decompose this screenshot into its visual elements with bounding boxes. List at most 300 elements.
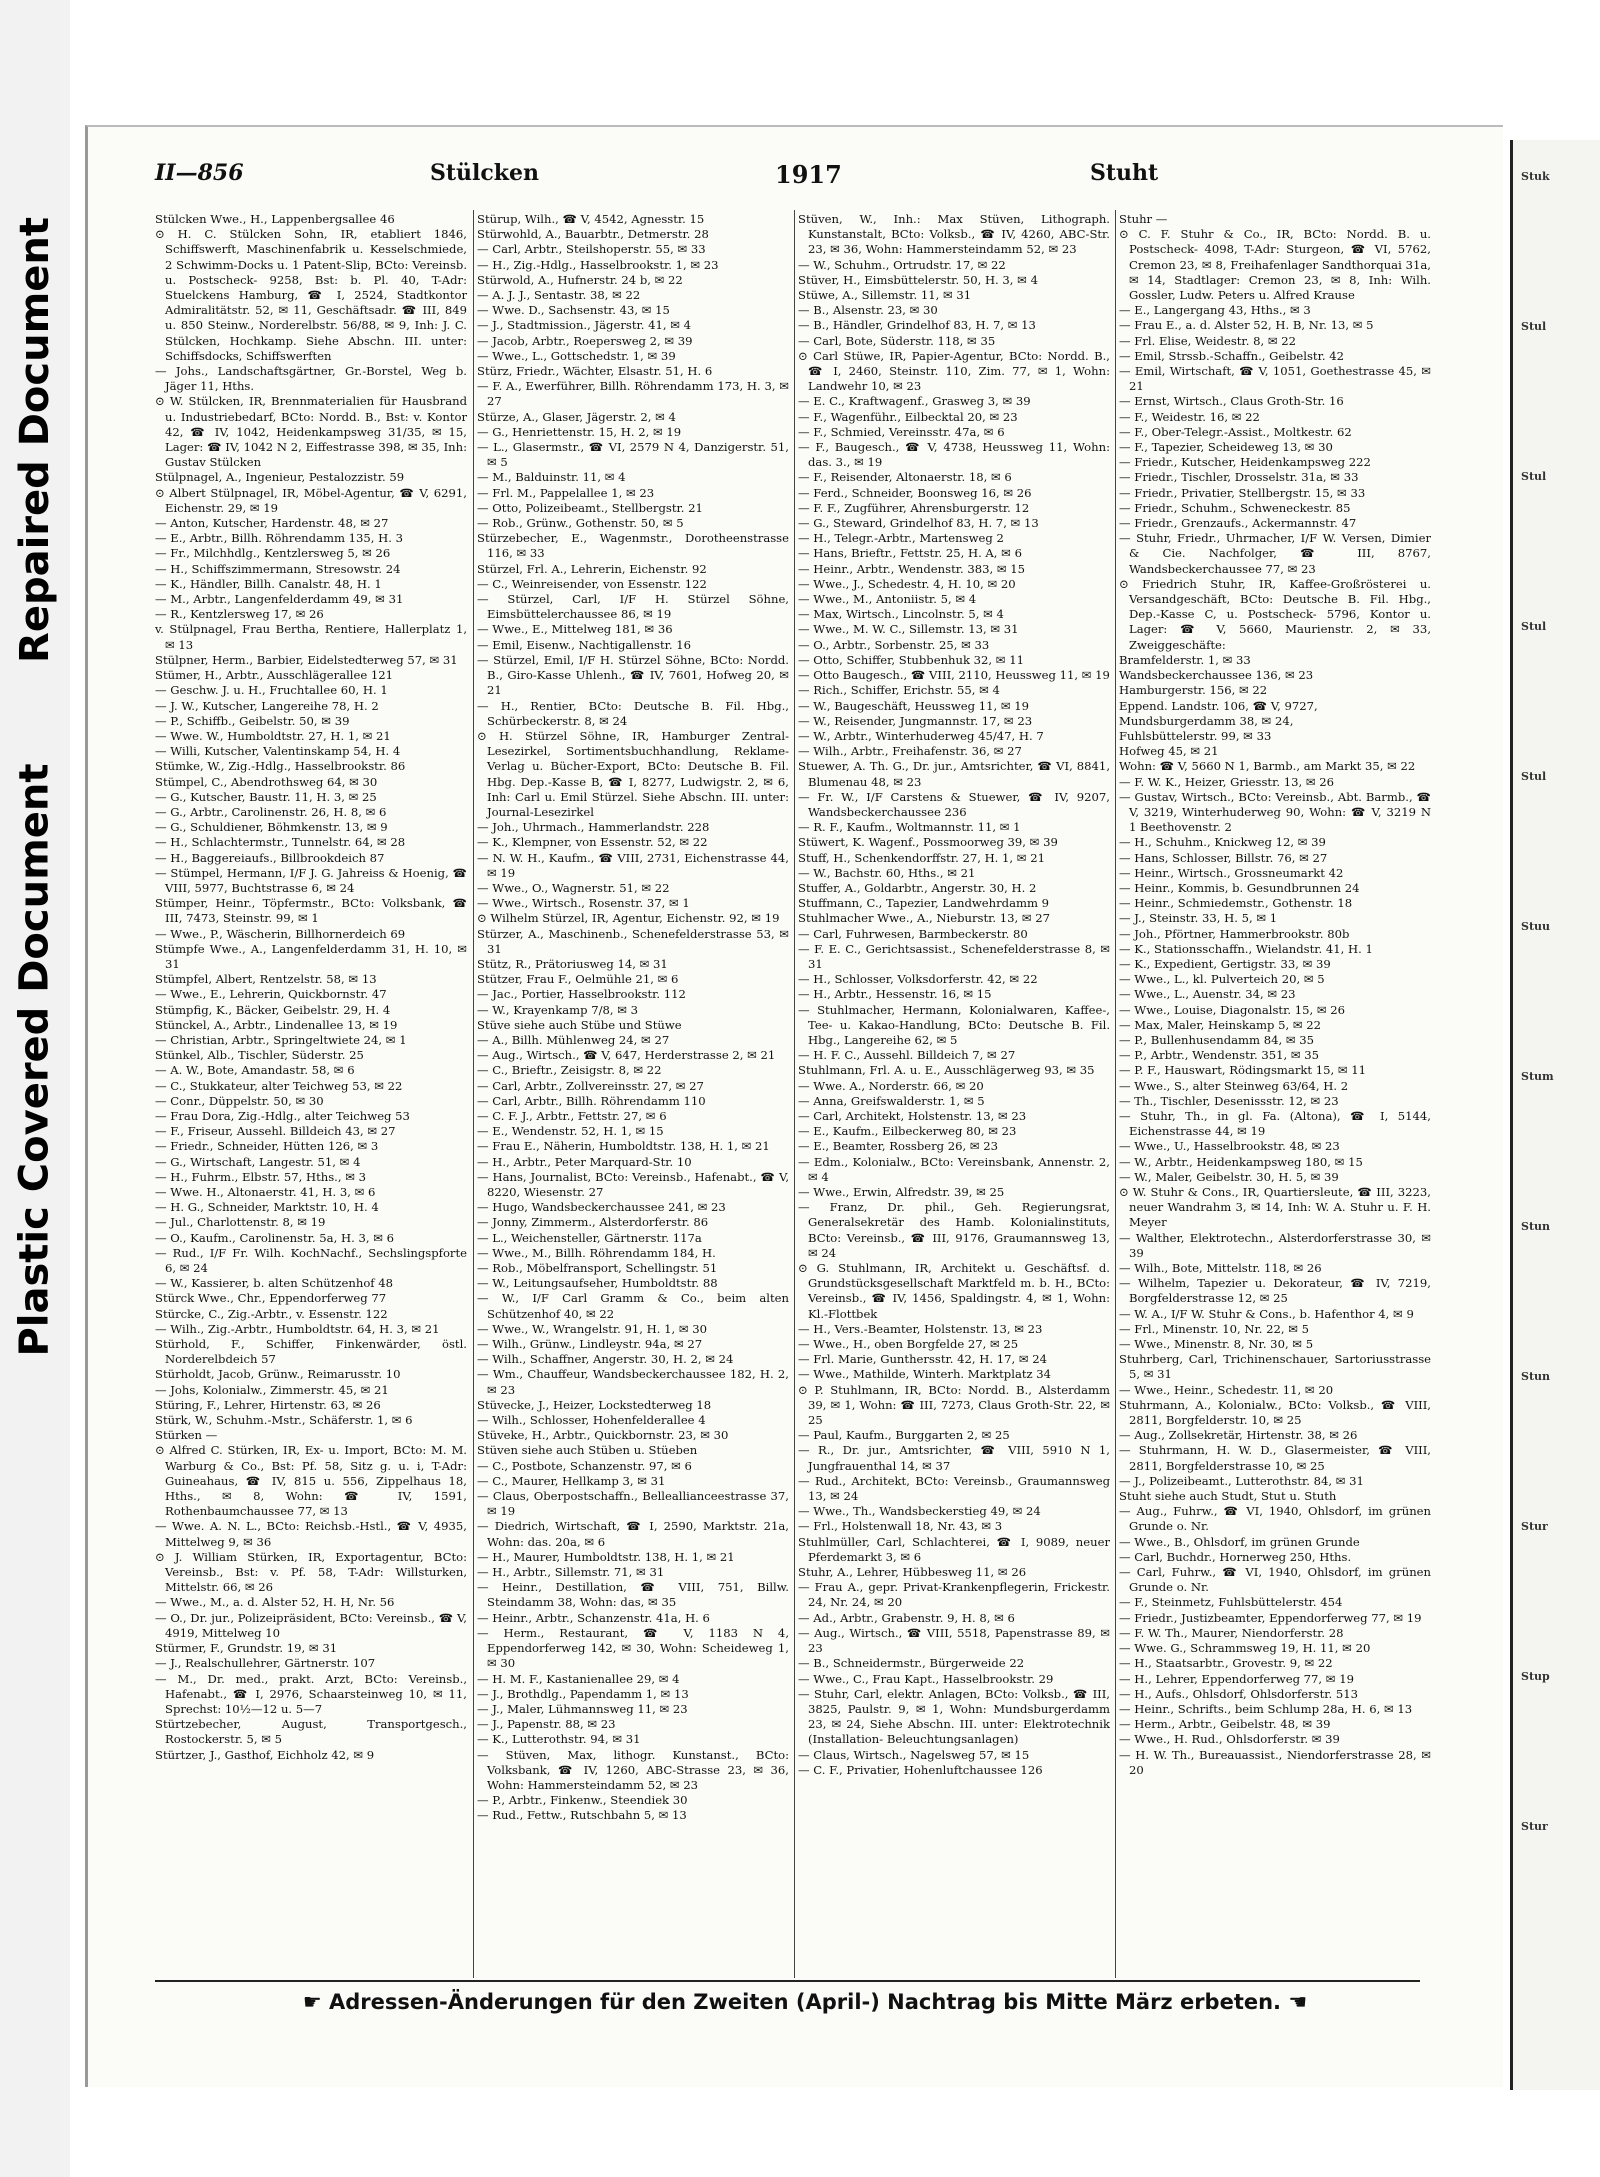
directory-entry: — R., Dr. jur., Amtsrichter, ☎ VIII, 5910 N 1, Jungfrauenthal 14, ✉ 37 bbox=[798, 1443, 1110, 1473]
directory-entry: — Friedr., Justizbeamter, Eppendorferweg 77, ✉ 19 bbox=[1119, 1610, 1422, 1625]
directory-entry: — Wwe., O., Wagnerstr. 51, ✉ 22 bbox=[477, 880, 670, 895]
directory-entry: — Wwe., P., Wäscherin, Billhornerdeich 69 bbox=[155, 926, 406, 941]
adjacent-page-fragment: Stun bbox=[1521, 1220, 1551, 1233]
directory-entry: — Stuhlmacher, Hermann, Kolonialwaren, Kaffee-, Tee- u. Kakao-Handlung, BCto: Deutsche B. Fil. Hbg., Langereihe 62, ✉ 5 bbox=[798, 1002, 1110, 1047]
adjacent-page-fragment: Stum bbox=[1521, 1070, 1554, 1083]
directory-entry: — B., Händler, Grindelhof 83, H. 7, ✉ 13 bbox=[798, 318, 1036, 333]
directory-entry: — Wwe., Heinr., Schedestr. 11, ✉ 20 bbox=[1119, 1382, 1334, 1397]
directory-entry: — C. F. J., Arbtr., Fettstr. 27, ✉ 6 bbox=[477, 1108, 667, 1123]
page-number: II—856 bbox=[155, 160, 244, 186]
directory-entry: Stuff, H., Schenkendorffstr. 27, H. 1, ✉ 21 bbox=[798, 850, 1045, 865]
directory-entry: — B., Schneidermstr., Bürgerweide 22 bbox=[798, 1656, 1025, 1671]
directory-entry: Stuht siehe auch Studt, Stut u. Stuth bbox=[1119, 1489, 1337, 1504]
directory-entry: — Gustav, Wirtsch., BCto: Vereinsb., Abt. Barmb., ☎ V, 3219, Winterhuderweg 90, Wohn: ☎ V, 3219 N 1 Beethovenstr. 2 bbox=[1119, 789, 1431, 835]
directory-entry: Stuhrmann, A., Kolonialw., BCto: Volksb., ☎ VIII, 2811, Borgfelderstr. 10, ✉ 25 bbox=[1119, 1397, 1431, 1428]
directory-entry: — Rud., Fettw., Rutschbahn 5, ✉ 13 bbox=[477, 1808, 687, 1823]
directory-entry: — Wwe. A. N. L., BCto: Reichsb.-Hstl., ☎ V, 4935, Mittelweg 9, ✉ 36 bbox=[155, 1519, 467, 1549]
directory-entry: ⊙ J. William Stürken, IR, Exportagentur, BCto: Vereinsb., Bst: v. Pf. 58, T-Adr: Willsturken, Mittelstr. 66, ✉ 26 bbox=[155, 1549, 467, 1595]
directory-entry: Fuhlsbüttelerstr. 99, ✉ 33 bbox=[1119, 728, 1272, 743]
directory-entry: Stürtzer, J., Gasthof, Eichholz 42, ✉ 9 bbox=[155, 1747, 375, 1762]
directory-entry: Stünkel, Alb., Tischler, Süderstr. 25 bbox=[155, 1048, 364, 1063]
footer-text: Adressen-Änderungen für den Zweiten (April-) Nachtrag bis Mitte März erbeten. bbox=[328, 1990, 1282, 2014]
directory-entry: — Diedrich, Wirtschaft, ☎ I, 2590, Marktstr. 21a, Wohn: das. 20a, ✉ 6 bbox=[477, 1519, 789, 1549]
directory-entry: — H., Aufs., Ohlsdorf, Ohlsdorferstr. 513 bbox=[1119, 1686, 1359, 1701]
directory-entry: Stülcken Wwe., H., Lappenbergsallee 46 bbox=[155, 212, 395, 226]
adjacent-page-fragment: Stul bbox=[1521, 320, 1547, 333]
directory-entry: Stümer, H., Arbtr., Ausschlägerallee 121 bbox=[155, 668, 394, 683]
directory-entry: — Wilh., Schaffner, Angerstr. 30, H. 2, ✉ 24 bbox=[477, 1352, 734, 1367]
directory-entry: — Frl., Holstenwall 18, Nr. 43, ✉ 3 bbox=[798, 1519, 1003, 1534]
adjacent-page-fragment: Stuu bbox=[1521, 920, 1551, 933]
directory-entry: — Conr., Düppelstr. 50, ✉ 30 bbox=[155, 1093, 324, 1108]
adjacent-page-fragment: Stul bbox=[1521, 470, 1547, 483]
directory-entry: — Carl, Arbtr., Zollvereinsstr. 27, ✉ 27 bbox=[477, 1078, 704, 1093]
directory-entry: — Wwe. W., Humboldtstr. 27, H. 1, ✉ 21 bbox=[155, 728, 391, 743]
directory-entry: — Johs, Kolonialw., Zimmerstr. 45, ✉ 21 bbox=[155, 1382, 389, 1397]
directory-entry: — R. F., Kaufm., Woltmannstr. 11, ✉ 1 bbox=[798, 820, 1021, 835]
directory-entry: — Wwe., W., Wrangelstr. 91, H. 1, ✉ 30 bbox=[477, 1321, 708, 1336]
directory-entry: — L., Glasermstr., ☎ VI, 2579 N 4, Danzigerstr. 51, ✉ 5 bbox=[477, 440, 789, 470]
directory-entry: — Claus, Wirtsch., Nagelsweg 57, ✉ 15 bbox=[798, 1747, 1030, 1762]
column-divider bbox=[473, 210, 474, 1978]
directory-entry: — K., Lutterothstr. 94, ✉ 31 bbox=[477, 1732, 641, 1747]
directory-entry: — Claus, Oberpostschaffn., Belleallianceestrasse 37, ✉ 19 bbox=[477, 1489, 789, 1519]
directory-entry: — Wilh., Arbtr., Freihafenstr. 36, ✉ 27 bbox=[798, 744, 1022, 759]
adjacent-page-fragment: Stul bbox=[1521, 770, 1547, 783]
adjacent-page-fragment: Stur bbox=[1521, 1520, 1548, 1533]
directory-entry: Stüring, F., Lehrer, Hirtenstr. 63, ✉ 26 bbox=[155, 1397, 381, 1412]
directory-entry: — F., Tapezier, Scheideweg 13, ✉ 30 bbox=[1119, 440, 1333, 455]
column-divider bbox=[794, 210, 795, 1978]
directory-entry: — F., Schmied, Vereinsstr. 47a, ✉ 6 bbox=[798, 424, 1005, 439]
directory-entry: — Joh., Pförtner, Hammerbrookstr. 80b bbox=[1119, 926, 1350, 941]
directory-entry: — G., Steward, Grindelhof 83, H. 7, ✉ 13 bbox=[798, 516, 1039, 531]
directory-entry: ⊙ Friedrich Stuhr, IR, Kaffee-Großrösterei u. Versandgeschäft, BCto: Deutsche B. Fil. Hbg., Dep.-Kasse C, u. Postscheck- 5796, Kontor u. Lager: ☎ V, 5660, Maurienstr. 2, ✉ 33, Zweiggeschäfte: bbox=[1119, 576, 1431, 652]
directory-entry: — Wm., Chauffeur, Wandsbeckerchaussee 182, H. 2, ✉ 23 bbox=[477, 1367, 789, 1397]
directory-entry: — K., Stationsschaffn., Wielandstr. 41, H. 1 bbox=[1119, 941, 1373, 956]
directory-entry: — Heinr., Destillation, ☎ VIII, 751, Billw. Steindamm 38, Wohn: das, ✉ 35 bbox=[477, 1580, 789, 1610]
directory-entry: — Heinr., Kommis, b. Gesundbrunnen 24 bbox=[1119, 880, 1360, 895]
directory-entry: v. Stülpnagel, Frau Bertha, Rentiere, Hallerplatz 1, ✉ 13 bbox=[155, 622, 467, 652]
adjacent-page-fragment: Stup bbox=[1521, 1670, 1550, 1683]
directory-entry: ⊙ Albert Stülpnagel, IR, Möbel-Agentur, ☎ V, 6291, Eichenstr. 29, ✉ 19 bbox=[155, 485, 467, 515]
directory-entry: — Wwe., E., Mittelweg 181, ✉ 36 bbox=[477, 622, 673, 637]
directory-entry: — H. G., Schneider, Marktstr. 10, H. 4 bbox=[155, 1200, 379, 1215]
directory-entry: — R., Kentzlersweg 17, ✉ 26 bbox=[155, 607, 324, 622]
directory-entry: — Frau Dora, Zig.-Hdlg., alter Teichweg 53 bbox=[155, 1108, 410, 1123]
directory-entry: Stümpfig, K., Bäcker, Geibelstr. 29, H. 4 bbox=[155, 1002, 391, 1017]
directory-entry: — G., Schuldiener, Böhmkenstr. 13, ✉ 9 bbox=[155, 820, 388, 835]
directory-entry: — Carl, Fuhrw., ☎ VI, 1940, Ohlsdorf, im grünen Grunde o. Nr. bbox=[1119, 1565, 1431, 1595]
directory-entry: Stümpel, C., Abendrothsweg 64, ✉ 30 bbox=[155, 774, 378, 789]
directory-entry: Stüven, W., Inh.: Max Stüven, Lithograph. Kunstanstalt, BCto: Volksb., ☎ IV, 4260, ABC-Str. 23, ✉ 36, Wohn: Hammersteindamm 52, ✉ 23 bbox=[798, 212, 1110, 257]
directory-entry: — F., Wagenführ., Eilbecktal 20, ✉ 23 bbox=[798, 409, 1018, 424]
directory-entry: Stürck Wwe., Chr., Eppendorferweg 77 bbox=[155, 1291, 387, 1306]
directory-entry: — G., Wirtschaft, Langestr. 51, ✉ 4 bbox=[155, 1154, 361, 1169]
directory-entry: — G., Henriettenstr. 15, H. 2, ✉ 19 bbox=[477, 424, 682, 439]
directory-entry: — J., Polizeibeamt., Lutterothstr. 84, ✉ 31 bbox=[1119, 1473, 1364, 1488]
directory-entry: — H., Maurer, Humboldtstr. 138, H. 1, ✉ 21 bbox=[477, 1549, 735, 1564]
directory-entry: — Emil, Eisenw., Nachtigallenstr. 16 bbox=[477, 637, 692, 652]
directory-entry: Stürzel, Frl. A., Lehrerin, Eichenstr. 92 bbox=[477, 561, 707, 576]
directory-entry: — H., Rentier, BCto: Deutsche B. Fil. Hbg., Schürbeckerstr. 8, ✉ 24 bbox=[477, 698, 789, 728]
directory-entry: — H. M. F., Kastanienallee 29, ✉ 4 bbox=[477, 1671, 680, 1686]
directory-entry: — E. C., Kraftwagenf., Grasweg 3, ✉ 39 bbox=[798, 394, 1031, 409]
directory-entry: — F., Ober-Telegr.-Assist., Moltkestr. 62 bbox=[1119, 424, 1352, 439]
directory-entry: — C., Stukkateur, alter Teichweg 53, ✉ 22 bbox=[155, 1078, 403, 1093]
directory-entry: Stuhlmacher Wwe., A., Nieburstr. 13, ✉ 27 bbox=[798, 911, 1051, 926]
directory-entry: — Stuhr, Th., in gl. Fa. (Altona), ☎ I, 5144, Eichenstrasse 44, ✉ 19 bbox=[1119, 1108, 1431, 1139]
directory-entry: Bramfelderstr. 1, ✉ 33 bbox=[1119, 652, 1251, 667]
directory-entry: Stülpner, Herm., Barbier, Eidelstedterweg 57, ✉ 31 bbox=[155, 652, 458, 667]
directory-entry: — Rob., Möbelfransport, Schellingstr. 51 bbox=[477, 1261, 718, 1276]
directory-entry: ⊙ G. Stuhlmann, IR, Architekt u. Geschäftsf. d. Grundstücksgesellschaft Marktfeld m. b. H., BCto: Vereinsb., ☎ IV, 1456, Spaldingstr. 4, ✉ 1, Wohn: Kl.-Flottbek bbox=[798, 1261, 1110, 1321]
directory-entry: — H., Vers.-Beamter, Holstenstr. 13, ✉ 23 bbox=[798, 1321, 1043, 1336]
directory-entry: — A. J. J., Sentastr. 38, ✉ 22 bbox=[477, 288, 641, 303]
directory-entry: — H. F. C., Aussehl. Billdeich 7, ✉ 27 bbox=[798, 1048, 1016, 1063]
directory-entry: — W. A., I/F W. Stuhr & Cons., b. Hafenthor 4, ✉ 9 bbox=[1119, 1306, 1414, 1321]
directory-entry: — F., Friseur, Aussehl. Billdeich 43, ✉ 27 bbox=[155, 1124, 396, 1139]
directory-entry: — F., Weidestr. 16, ✉ 22 bbox=[1119, 409, 1260, 424]
directory-entry: — Stuhr, Carl, elektr. Anlagen, BCto: Volksb., ☎ III, 3825, Paulstr. 9, ✉ 1, Wohn: Mundsburgerdamm 23, ✉ 24, Siehe Abschn. III. unter: Elektrotechnik (Installation- Beleuchtungsanlagen) bbox=[798, 1686, 1110, 1747]
directory-entry: — E., Langergang 43, Hths., ✉ 3 bbox=[1119, 303, 1311, 318]
directory-entry: ⊙ H. C. Stülcken Sohn, IR, etabliert 1846, Schiffswerft, Maschinenfabrik u. Kesselschmiede, 2 Schwimm-Docks u. 1 Patent-Slip, BCto: Vereinsb. u. Postscheck- 9258, Bst: b. Pl. 40, T-Adr: Stuelckens Hamburg, ☎ I, 2524, Stadtkontor Admiralitätstr. 52, ✉ 11, Geschäftsadr. ☎ III, 849 u. 850 Steinw., Norderelbstr. 56/88, ✉ 9, Inh: J. C. Stülcken, Hochkamp. Siehe Abschn. III. unter: Schiffsdocks, Schiffswerften bbox=[155, 227, 467, 363]
directory-entry: — Wwe., H. Rud., Ohlsdorferstr. ✉ 39 bbox=[1119, 1732, 1340, 1747]
directory-entry: ⊙ H. Stürzel Söhne, IR, Hamburger Zentral-Lesezirkel, Sortimentsbuchhandlung, Reklame-Verlag u. Bücher-Export, BCto: Deutsche B. Fil. Hbg. Dep.-Kasse B, ☎ I, 8277, Ludwigstr. 2, ✉ 6, Inh: Carl u. Emil Stürzel. Siehe Abschn. III. unter: Journal-Lesezirkel bbox=[477, 728, 789, 819]
directory-entry: — C., Postbote, Schanzenstr. 97, ✉ 6 bbox=[477, 1458, 692, 1473]
directory-entry: — W., Baugeschäft, Heussweg 11, ✉ 19 bbox=[798, 698, 1030, 713]
directory-entry: Stuffer, A., Goldarbtr., Angerstr. 30, H. 2 bbox=[798, 880, 1037, 895]
directory-entry: — W., Arbtr., Winterhuderweg 45/47, H. 7 bbox=[798, 728, 1044, 743]
directory-entry: — Aug., Zollsekretär, Hirtenstr. 38, ✉ 26 bbox=[1119, 1428, 1358, 1443]
directory-entry: — P. F., Hauswart, Rödingsmarkt 15, ✉ 11 bbox=[1119, 1063, 1367, 1078]
adjacent-page-fragment: Stul bbox=[1521, 620, 1547, 633]
directory-entry: — Otto Baugesch., ☎ VIII, 2110, Heussweg 11, ✉ 19 bbox=[798, 668, 1110, 683]
directory-entry: Stürholdt, Jacob, Grünw., Reimarusstr. 10 bbox=[155, 1367, 401, 1382]
directory-entry: — Wwe., E., Lehrerin, Quickbornstr. 47 bbox=[155, 987, 387, 1002]
directory-entry: — Wwe., L., kl. Pulverteich 20, ✉ 5 bbox=[1119, 972, 1325, 987]
directory-entry: Stüwert, K. Wagenf., Possmoorweg 39, ✉ 39 bbox=[798, 835, 1058, 850]
directory-entry: — Friedr., Schuhm., Schweneckestr. 85 bbox=[1119, 500, 1351, 515]
directory-entry: — H., Telegr.-Arbtr., Martensweg 2 bbox=[798, 531, 1004, 546]
directory-entry: Stüve siehe auch Stübe und Stüwe bbox=[477, 1017, 682, 1032]
directory-entry: Stümpfe Wwe., A., Langenfelderdamm 31, H. 10, ✉ 31 bbox=[155, 941, 467, 971]
directory-entry: Stüver, H., Eimsbüttelerstr. 50, H. 3, ✉ 4 bbox=[798, 272, 1038, 287]
directory-entry: — W., Kassierer, b. alten Schützenhof 48 bbox=[155, 1276, 394, 1291]
pointing-hand-icon: ☛ bbox=[302, 1990, 329, 2014]
directory-entry: — Stümpel, Hermann, I/F J. G. Jahreiss & Hoenig, ☎ VIII, 5977, Buchtstrasse 6, ✉ 24 bbox=[155, 865, 467, 895]
directory-entry: Stuewer, A. Th. G., Dr. jur., Amtsrichter, ☎ VI, 8841, Blumenau 48, ✉ 23 bbox=[798, 759, 1110, 789]
directory-entry: Wohn: ☎ V, 5660 N 1, Barmb., am Markt 35, ✉ 22 bbox=[1119, 759, 1416, 774]
directory-entry: ⊙ Carl Stüwe, IR, Papier-Agentur, BCto: Nordd. B., ☎ I, 2460, Steinstr. 110, Zim. 77, ✉ 1, Wohn: Landwehr 10, ✉ 23 bbox=[798, 348, 1110, 394]
directory-entry: — A. W., Bote, Amandastr. 58, ✉ 6 bbox=[155, 1063, 355, 1078]
directory-column-2 bbox=[477, 212, 789, 1977]
directory-entry: — Friedr., Grenzaufs., Ackermannstr. 47 bbox=[1119, 516, 1357, 531]
directory-entry: — Max, Maler, Heinskamp 5, ✉ 22 bbox=[1119, 1017, 1321, 1032]
directory-entry: Stürup, Wilh., ☎ V, 4542, Agnesstr. 15 bbox=[477, 212, 705, 226]
directory-entry: — Wwe. D., Sachsenstr. 43, ✉ 15 bbox=[477, 303, 670, 318]
directory-entry: — Emil, Strssb.-Schaffn., Geibelstr. 42 bbox=[1119, 348, 1344, 363]
repaired-document-label: Repaired Document bbox=[12, 217, 58, 663]
directory-entry: Stüvecke, J., Heizer, Lockstedterweg 18 bbox=[477, 1397, 712, 1412]
directory-entry: — Carl, Arbtr., Billh. Röhrendamm 110 bbox=[477, 1093, 706, 1108]
directory-entry: Stürhold, F., Schiffer, Finkenwärder, östl. Norderelbdeich 57 bbox=[155, 1337, 467, 1367]
directory-entry: Stürzer, A., Maschinenb., Schenefelderstrasse 53, ✉ 31 bbox=[477, 926, 789, 956]
directory-entry: — F. W. K., Heizer, Griesstr. 13, ✉ 26 bbox=[1119, 774, 1334, 789]
directory-entry: — Ferd., Schneider, Boonsweg 16, ✉ 26 bbox=[798, 485, 1032, 500]
directory-entry: — Wwe., M., Antoniistr. 5, ✉ 4 bbox=[798, 592, 977, 607]
directory-entry: Stürzebecher, E., Wagenmstr., Dorotheenstrasse 116, ✉ 33 bbox=[477, 531, 789, 561]
directory-entry: — Wwe., C., Frau Kapt., Hasselbrookstr. 29 bbox=[798, 1671, 1054, 1686]
directory-entry: — P., Arbtr., Finkenw., Steendiek 30 bbox=[477, 1793, 688, 1808]
directory-entry: — H., Baggereiaufs., Billbrookdeich 87 bbox=[155, 850, 385, 865]
directory-entry: — Friedr., Privatier, Stellbergstr. 15, ✉ 33 bbox=[1119, 485, 1366, 500]
directory-entry: — Wwe., B., Ohlsdorf, im grünen Grunde bbox=[1119, 1534, 1360, 1549]
plastic-covered-document-label: Plastic Covered Document bbox=[12, 763, 58, 1357]
directory-entry: Stuhrberg, Carl, Trichinenschauer, Sartoriusstrasse 5, ✉ 31 bbox=[1119, 1352, 1431, 1382]
directory-entry: — Wwe., Erwin, Alfredstr. 39, ✉ 25 bbox=[798, 1185, 1005, 1199]
directory-entry: — W., Schuhm., Ortrudstr. 17, ✉ 22 bbox=[798, 257, 1006, 272]
directory-entry: — F., Steinmetz, Fuhlsbüttelerstr. 454 bbox=[1119, 1595, 1343, 1610]
directory-entry: — Wwe., Th., Wandsbeckerstieg 49, ✉ 24 bbox=[798, 1504, 1041, 1519]
directory-entry: — E., Arbtr., Billh. Röhrendamm 135, H. 3 bbox=[155, 531, 404, 546]
directory-entry: — O., Kaufm., Carolinenstr. 5a, H. 3, ✉ 6 bbox=[155, 1230, 394, 1245]
footer-notice bbox=[280, 1990, 1330, 2014]
directory-entry: ⊙ C. F. Stuhr & Co., IR, BCto: Nordd. B. u. Postscheck- 4098, T-Adr: Sturgeon, ☎ VI, 5762, Cremon 23, ✉ 8, Freihafenlager Sandthorquai 31a, ✉ 14, Stadtlager: Cremon 23, ✉ 8, Inh: Wilh. Gossler, Ludw. Peters u. Alfred Krause bbox=[1119, 227, 1431, 303]
directory-entry: — Walther, Elektrotechn., Alsterdorferstrasse 30, ✉ 39 bbox=[1119, 1230, 1431, 1260]
directory-entry: — Hans, Brieftr., Fettstr. 25, H. A, ✉ 6 bbox=[798, 546, 1022, 561]
directory-entry: — Frl. M., Pappelallee 1, ✉ 23 bbox=[477, 485, 655, 500]
directory-entry: — Otto, Schiffer, Stubbenhuk 32, ✉ 11 bbox=[798, 652, 1024, 667]
directory-entry: Stuhlmüller, Carl, Schlachterei, ☎ I, 9089, neuer Pferdemarkt 3, ✉ 6 bbox=[798, 1534, 1110, 1564]
adjacent-page-fragment: Stun bbox=[1521, 1370, 1551, 1383]
directory-entry: — Wwe., M. W. C., Sillemstr. 13, ✉ 31 bbox=[798, 622, 1019, 637]
directory-entry: — Joh., Uhrmach., Hammerlandstr. 228 bbox=[477, 820, 710, 835]
directory-entry: — Franz, Dr. phil., Geh. Regierungsrat, Generalsekretär des Hamb. Kolonialinstituts, BCto: Vereinsb., ☎ III, 9176, Graumannsweg 13, ✉ 24 bbox=[798, 1200, 1110, 1260]
directory-entry: — Carl, Fuhrwesen, Barmbeckerstr. 80 bbox=[798, 926, 1028, 941]
directory-entry: — J., Steinstr. 33, H. 5, ✉ 1 bbox=[1119, 911, 1278, 926]
directory-entry: — H., Schlachtermstr., Tunnelstr. 64, ✉ 28 bbox=[155, 835, 406, 850]
directory-entry: — E., Kaufm., Eilbeckerweg 80, ✉ 23 bbox=[798, 1124, 1017, 1139]
directory-entry: — K., Händler, Billh. Canalstr. 48, H. 1 bbox=[155, 576, 382, 591]
directory-entry: — P., Arbtr., Wendenstr. 351, ✉ 35 bbox=[1119, 1048, 1320, 1063]
directory-entry: — Wwe., U., Hasselbrookstr. 48, ✉ 23 bbox=[1119, 1139, 1340, 1154]
directory-entry: — Stuhrmann, H. W. D., Glasermeister, ☎ VIII, 2811, Borgfelderstrasse 10, ✉ 25 bbox=[1119, 1443, 1431, 1473]
directory-entry: — E., Wendenstr. 52, H. 1, ✉ 15 bbox=[477, 1124, 664, 1139]
directory-entry: ⊙ Alfred C. Stürken, IR, Ex- u. Import, BCto: M. M. Warburg & Co., Bst: Pf. 58, Sitz g. u. i, T-Adr: Guineahaus, ☎ IV, 815 u. 556, Zippelhaus 18, Hths., ✉ 8, Wohn: ☎ IV, 1591, Rothenbaumchaussee 77, ✉ 13 bbox=[155, 1443, 467, 1519]
directory-entry: Stützer, Frau F., Oelmühle 21, ✉ 6 bbox=[477, 972, 679, 987]
directory-entry: — Paul, Kaufm., Burggarten 2, ✉ 25 bbox=[798, 1428, 1010, 1443]
directory-entry: — K., Klempner, von Essenstr. 52, ✉ 22 bbox=[477, 835, 708, 850]
directory-entry: — F. W. Th., Maurer, Niendorferstr. 28 bbox=[1119, 1625, 1344, 1640]
directory-entry: — Wwe., M., Billh. Röhrendamm 184, H. bbox=[477, 1245, 716, 1260]
directory-entry: — J., Stadtmission., Jägerstr. 41, ✉ 4 bbox=[477, 318, 692, 333]
directory-entry: — H. W. Th., Bureauassist., Niendorferstrasse 28, ✉ 20 bbox=[1119, 1747, 1431, 1777]
directory-entry: — F., Baugesch., ☎ V, 4738, Heussweg 11, Wohn: das. 3., ✉ 19 bbox=[798, 440, 1110, 470]
directory-entry: Stütz, R., Prätoriusweg 14, ✉ 31 bbox=[477, 956, 668, 971]
directory-entry: ⊙ P. Stuhlmann, IR, BCto: Nordd. B., Alsterdamm 39, ✉ 1, Wohn: ☎ III, 7273, Claus Groth-Str. 22, ✉ 25 bbox=[798, 1382, 1110, 1428]
directory-entry: Stürz, Friedr., Wächter, Elsastr. 51, H. 6 bbox=[477, 364, 713, 379]
directory-entry: — Carl, Bote, Süderstr. 118, ✉ 35 bbox=[798, 333, 996, 348]
directory-entry: Stümpfel, Albert, Rentzelstr. 58, ✉ 13 bbox=[155, 972, 377, 987]
directory-entry: — Aug., Wirtsch., ☎ V, 647, Herderstrasse 2, ✉ 21 bbox=[477, 1048, 776, 1063]
directory-entry: — F. E. C., Gerichtsassist., Schenefelderstrasse 8, ✉ 31 bbox=[798, 941, 1110, 971]
directory-entry: Stuhlmann, Frl. A. u. E., Ausschlägerweg 93, ✉ 35 bbox=[798, 1063, 1095, 1078]
directory-entry: — Wwe., M., a. d. Alster 52, H. H, Nr. 56 bbox=[155, 1595, 395, 1610]
directory-entry: Stüven siehe auch Stüben u. Stüeben bbox=[477, 1443, 698, 1458]
directory-entry: — Geschw. J. u. H., Fruchtallee 60, H. 1 bbox=[155, 683, 388, 698]
directory-entry: — H., Schiffszimmermann, Stresowstr. 24 bbox=[155, 561, 401, 576]
directory-entry: — G., Kutscher, Baustr. 11, H. 3, ✉ 25 bbox=[155, 789, 377, 804]
directory-entry: — Th., Tischler, Desenissstr. 12, ✉ 23 bbox=[1119, 1093, 1339, 1108]
directory-entry: — Wwe. H., Altonaerstr. 41, H. 3, ✉ 6 bbox=[155, 1185, 376, 1199]
directory-entry: Eppend. Landstr. 106, ☎ V, 9727, bbox=[1119, 698, 1318, 713]
directory-entry: — P., Bullenhusendamm 84, ✉ 35 bbox=[1119, 1032, 1315, 1047]
directory-entry: — Jac., Portier, Hasselbrookstr. 112 bbox=[477, 987, 686, 1002]
directory-entry: — F., Reisender, Altonaerstr. 18, ✉ 6 bbox=[798, 470, 1012, 485]
directory-entry: — P., Schiffb., Geibelstr. 50, ✉ 39 bbox=[155, 713, 350, 728]
directory-entry: — Stürzel, Emil, I/F H. Stürzel Söhne, BCto: Nordd. B., Giro-Kasse Uhlenh., ☎ IV, 7601, Hofweg 20, ✉ 21 bbox=[477, 652, 789, 698]
directory-entry: — Hans, Journalist, BCto: Vereinsb., Hafenabt., ☎ V, 8220, Wiesenstr. 27 bbox=[477, 1169, 789, 1199]
directory-entry: — Rob., Grünw., Gothenstr. 50, ✉ 5 bbox=[477, 516, 684, 531]
header-keyword-right: Stuht bbox=[1090, 160, 1159, 186]
directory-entry: Stuhr, A., Lehrer, Hübbesweg 11, ✉ 26 bbox=[798, 1565, 1027, 1580]
directory-entry: Stuhr — bbox=[1119, 212, 1168, 226]
directory-entry: — H., Staatsarbtr., Grovestr. 9, ✉ 22 bbox=[1119, 1656, 1333, 1671]
directory-entry: — Emil, Wirtschaft, ☎ V, 1051, Goethestrasse 45, ✉ 21 bbox=[1119, 364, 1431, 394]
directory-entry: — Fr., Milchhdlg., Kentzlersweg 5, ✉ 26 bbox=[155, 546, 391, 561]
directory-entry: — W., I/F Carl Gramm & Co., beim alten Schützenhof 40, ✉ 22 bbox=[477, 1291, 789, 1321]
directory-entry: — G., Arbtr., Carolinenstr. 26, H. 8, ✉ 6 bbox=[155, 804, 387, 819]
directory-entry: — Jacob, Arbtr., Roepersweg 2, ✉ 39 bbox=[477, 333, 693, 348]
directory-entry: — Wilh., Zig.-Arbtr., Humboldtstr. 64, H. 3, ✉ 21 bbox=[155, 1321, 440, 1336]
directory-entry: — J., Realschullehrer, Gärtnerstr. 107 bbox=[155, 1656, 376, 1671]
directory-entry: Wandsbeckerchaussee 136, ✉ 23 bbox=[1119, 668, 1314, 683]
directory-entry: — Otto, Polizeibeamt., Stellbergstr. 21 bbox=[477, 500, 703, 515]
directory-entry: — Edm., Kolonialw., BCto: Vereinsbank, Annenstr. 2, ✉ 4 bbox=[798, 1154, 1110, 1184]
directory-entry: — Willi, Kutscher, Valentinskamp 54, H. 4 bbox=[155, 744, 401, 759]
directory-entry: — C., Weinreisender, von Essenstr. 122 bbox=[477, 576, 707, 591]
directory-entry: — J., Maler, Lühmannsweg 11, ✉ 23 bbox=[477, 1701, 688, 1716]
directory-entry: Stürken — bbox=[155, 1428, 218, 1443]
directory-entry: — Herm., Restaurant, ☎ V, 1183 N 4, Eppendorferweg 142, ✉ 30, Wohn: Scheideweg 1, ✉ 30 bbox=[477, 1625, 789, 1671]
directory-entry: ⊙ W. Stuhr & Cons., IR, Quartiersleute, ☎ III, 3223, neuer Wandrahm 3, ✉ 14, Inh: W. A. Stuhr u. F. H. Meyer bbox=[1119, 1185, 1431, 1230]
directory-entry: Stürwohld, A., Bauarbtr., Detmerstr. 28 bbox=[477, 227, 709, 242]
directory-entry: — Ad., Arbtr., Grabenstr. 9, H. 8, ✉ 6 bbox=[798, 1610, 1015, 1625]
directory-entry: — E., Beamter, Rossberg 26, ✉ 23 bbox=[798, 1139, 999, 1154]
directory-entry: — Jul., Charlottenstr. 8, ✉ 19 bbox=[155, 1215, 326, 1230]
directory-entry: — W., Maler, Geibelstr. 30, H. 5, ✉ 39 bbox=[1119, 1169, 1339, 1184]
directory-entry: — Friedr., Kutscher, Heidenkampsweg 222 bbox=[1119, 455, 1371, 470]
directory-entry: Stürcke, C., Zig.-Arbtr., v. Essenstr. 122 bbox=[155, 1306, 388, 1321]
pointing-hand-icon: ☚ bbox=[1281, 1990, 1308, 2014]
directory-entry: — Wwe., H., oben Borgfelde 27, ✉ 25 bbox=[798, 1337, 1019, 1352]
column-divider bbox=[1115, 210, 1116, 1978]
directory-entry: — Friedr., Schneider, Hütten 126, ✉ 3 bbox=[155, 1139, 379, 1154]
directory-entry: — M., Balduinstr. 11, ✉ 4 bbox=[477, 470, 626, 485]
directory-entry: — Heinr., Schrifts., beim Schlump 28a, H. 6, ✉ 13 bbox=[1119, 1701, 1413, 1716]
directory-entry: — M., Arbtr., Langenfelderdamm 49, ✉ 31 bbox=[155, 592, 404, 607]
directory-entry: — Anton, Kutscher, Hardenstr. 48, ✉ 27 bbox=[155, 516, 389, 531]
directory-entry: — W., Arbtr., Heidenkampsweg 180, ✉ 15 bbox=[1119, 1154, 1363, 1169]
directory-entry: — L., Weichensteller, Gärtnerstr. 117a bbox=[477, 1230, 702, 1245]
directory-entry: — Christian, Arbtr., Springeltwiete 24, ✉ 1 bbox=[155, 1032, 407, 1047]
directory-entry: Hamburgerstr. 156, ✉ 22 bbox=[1119, 683, 1268, 698]
directory-entry: — Wwe., Wirtsch., Rosenstr. 37, ✉ 1 bbox=[477, 896, 690, 911]
directory-entry: — Heinr., Arbtr., Wendenstr. 383, ✉ 15 bbox=[798, 561, 1026, 576]
directory-entry: Stünckel, A., Arbtr., Lindenallee 13, ✉ 19 bbox=[155, 1017, 398, 1032]
directory-entry: — B., Alsenstr. 23, ✉ 30 bbox=[798, 303, 938, 318]
directory-entry: ⊙ W. Stülcken, IR, Brennmaterialien für Hausbrand u. Industriebedarf, BCto: Nordd. B., Bst: v. Kontor 42, ☎ IV, 1042, Heidenkampsweg 31/35, ✉ 15, Lager: ☎ IV, 1042 N 2, Eiffestrasse 398, ✉ 35, Inh: Gustav Stülcken bbox=[155, 394, 467, 470]
directory-entry: — Wwe., Mathilde, Winterh. Marktplatz 34 bbox=[798, 1367, 1052, 1382]
directory-entry: — J., Papenstr. 88, ✉ 23 bbox=[477, 1717, 616, 1732]
directory-entry: — Rud., Architekt, BCto: Vereinsb., Graumannsweg 13, ✉ 24 bbox=[798, 1473, 1110, 1504]
header-year: 1917 bbox=[775, 160, 842, 189]
footer-rule bbox=[155, 1980, 1420, 1982]
directory-entry: — Heinr., Arbtr., Schanzenstr. 41a, H. 6 bbox=[477, 1610, 710, 1625]
directory-entry: Stuffmann, C., Tapezier, Landwehrdamm 9 bbox=[798, 896, 1050, 911]
directory-entry: — Stuhr, Friedr., Uhrmacher, I/F W. Versen, Dimier & Cie. Nachfolger, ☎ III, 8767, Wandsbeckerchaussee 77, ✉ 23 bbox=[1119, 531, 1431, 576]
directory-entry: — Rich., Schiffer, Erichstr. 55, ✉ 4 bbox=[798, 683, 1000, 698]
directory-entry: — Wilh., Bote, Mittelstr. 118, ✉ 26 bbox=[1119, 1261, 1322, 1276]
directory-entry: ⊙ Wilhelm Stürzel, IR, Agentur, Eichenstr. 92, ✉ 19 bbox=[477, 911, 780, 926]
directory-entry: — Heinr., Wirtsch., Grossneumarkt 42 bbox=[1119, 865, 1344, 880]
directory-entry: — Frau E., a. d. Alster 52, H. B, Nr. 13, ✉ 5 bbox=[1119, 318, 1374, 333]
directory-entry: — C. F., Privatier, Hohenluftchaussee 126 bbox=[798, 1762, 1043, 1777]
directory-entry: — H., Lehrer, Eppendorferweg 77, ✉ 19 bbox=[1119, 1671, 1354, 1686]
directory-entry: — H., Schlosser, Volksdorferstr. 42, ✉ 22 bbox=[798, 972, 1038, 987]
directory-entry: Stümke, W., Zig.-Hdlg., Hasselbrookstr. 86 bbox=[155, 759, 406, 774]
directory-entry: — H., Schuhm., Knickweg 12, ✉ 39 bbox=[1119, 835, 1326, 850]
directory-entry: Stürwold, A., Hufnerstr. 24 b, ✉ 22 bbox=[477, 272, 683, 287]
directory-entry: — Wwe. G., Schrammsweg 19, H. 11, ✉ 20 bbox=[1119, 1641, 1371, 1656]
directory-entry: Stülpnagel, A., Ingenieur, Pestalozzistr. 59 bbox=[155, 470, 405, 485]
directory-entry: — Johs., Landschaftsgärtner, Gr.-Borstel, Weg b. Jäger 11, Hths. bbox=[155, 364, 467, 394]
directory-entry: — Stürzel, Carl, I/F H. Stürzel Söhne, Eimsbüttelerchaussee 86, ✉ 19 bbox=[477, 592, 789, 622]
directory-entry: — Carl, Arbtr., Steilshoperstr. 55, ✉ 33 bbox=[477, 242, 706, 257]
directory-entry: — H., Arbtr., Sillemstr. 71, ✉ 31 bbox=[477, 1565, 665, 1580]
directory-entry: — Jonny, Zimmerm., Alsterdorferstr. 86 bbox=[477, 1215, 709, 1230]
directory-entry: — J., Brothdlg., Papendamm 1, ✉ 13 bbox=[477, 1686, 689, 1701]
directory-entry: — W., Bachstr. 60, Hths., ✉ 21 bbox=[798, 865, 976, 880]
directory-entry: — N. W. H., Kaufm., ☎ VIII, 2731, Eichenstrasse 44, ✉ 19 bbox=[477, 850, 789, 880]
directory-entry: — Friedr., Tischler, Drosselstr. 31a, ✉ 33 bbox=[1119, 470, 1359, 485]
directory-entry: — Heinr., Schmiedemstr., Gothenstr. 18 bbox=[1119, 896, 1353, 911]
directory-entry: — Wwe., S., alter Steinweg 63/64, H. 2 bbox=[1119, 1078, 1349, 1093]
directory-entry: — Carl, Architekt, Holstenstr. 13, ✉ 23 bbox=[798, 1108, 1027, 1123]
directory-entry: Stürk, W., Schuhm.-Mstr., Schäferstr. 1, ✉ 6 bbox=[155, 1413, 413, 1428]
directory-entry: — Aug., Wirtsch., ☎ VIII, 5518, Papenstrasse 89, ✉ 23 bbox=[798, 1625, 1110, 1656]
directory-entry: — Rud., I/F Fr. Wilh. KochNachf., Sechslingspforte 6, ✉ 24 bbox=[155, 1245, 467, 1276]
adjacent-page-fragment: Stur bbox=[1521, 1820, 1548, 1833]
directory-entry: — A., Billh. Mühlenweg 24, ✉ 27 bbox=[477, 1032, 670, 1047]
directory-entry: Stürze, A., Glaser, Jägerstr. 2, ✉ 4 bbox=[477, 409, 676, 424]
directory-entry: — Anna, Greifswalderstr. 1, ✉ 5 bbox=[798, 1093, 985, 1108]
directory-entry: — M., Dr. med., prakt. Arzt, BCto: Vereinsb., Hafenabt., ☎ I, 2976, Schaarsteinweg 10, ✉ 11, Sprechst: 10½—12 u. 5—7 bbox=[155, 1671, 467, 1716]
directory-entry: — Wilhelm, Tapezier u. Dekorateur, ☎ IV, 7219, Borgfelderstrasse 12, ✉ 25 bbox=[1119, 1276, 1431, 1306]
directory-entry: — W., Krayenkamp 7/8, ✉ 3 bbox=[477, 1002, 639, 1017]
header-keyword-left: Stülcken bbox=[430, 160, 540, 186]
directory-entry: — K., Expedient, Gertigstr. 33, ✉ 39 bbox=[1119, 956, 1331, 971]
directory-entry: — Frl. Elise, Weidestr. 8, ✉ 22 bbox=[1119, 333, 1296, 348]
directory-entry: — H., Fuhrm., Elbstr. 57, Hths., ✉ 3 bbox=[155, 1169, 366, 1184]
directory-entry: Stürtzebecher, August, Transportgesch., Rostockerstr. 5, ✉ 5 bbox=[155, 1717, 467, 1747]
directory-column-4 bbox=[1119, 212, 1431, 1977]
directory-entry: — Frl. Marie, Gunthersstr. 42, H. 17, ✉ 24 bbox=[798, 1352, 1048, 1367]
directory-entry: — Frl., Minenstr. 10, Nr. 22, ✉ 5 bbox=[1119, 1321, 1310, 1336]
directory-entry: — C., Brieftr., Zeisigstr. 8, ✉ 22 bbox=[477, 1063, 662, 1078]
directory-entry: — Wwe., L., Auenstr. 34, ✉ 23 bbox=[1119, 987, 1296, 1002]
